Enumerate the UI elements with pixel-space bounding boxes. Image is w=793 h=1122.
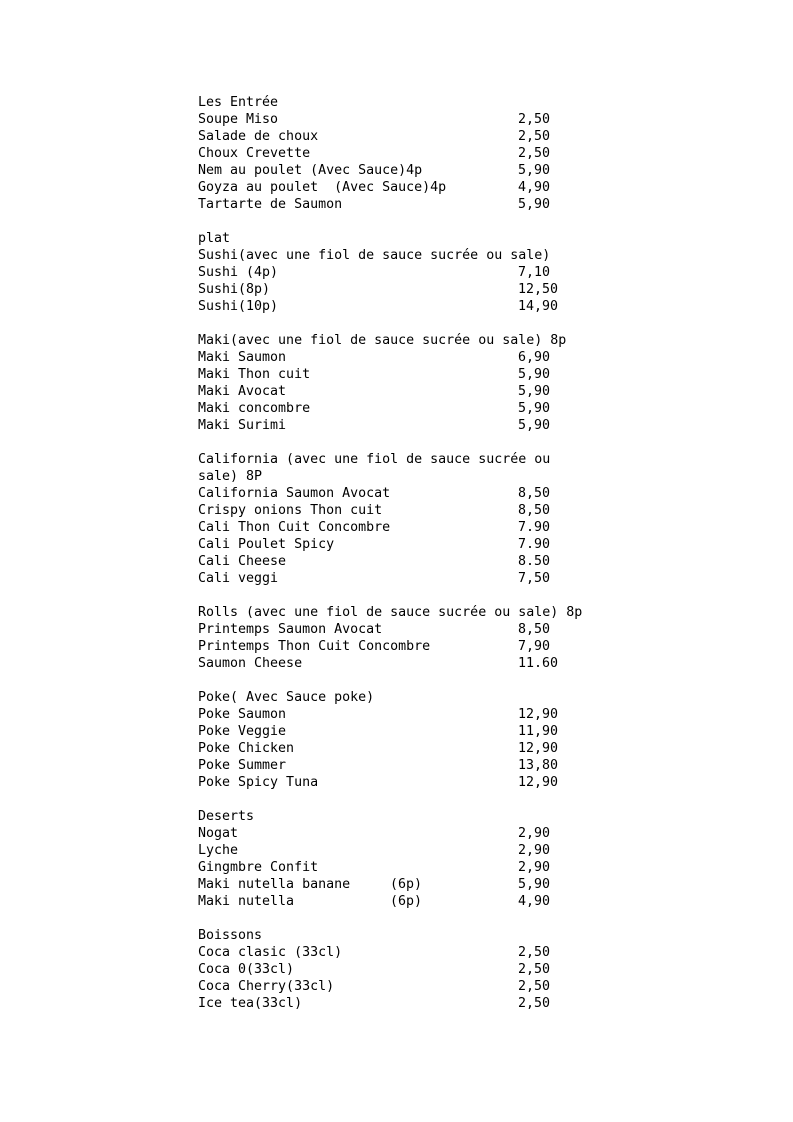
blank-line (198, 791, 758, 808)
item-price: 2,50 (518, 996, 551, 1011)
item-price: 7.90 (518, 520, 551, 535)
section-title: Poke( Avec Sauce poke) (198, 690, 375, 705)
item-price: 7.90 (518, 537, 551, 552)
menu-item (198, 553, 758, 570)
section-title: Maki(avec une fiol de sauce sucrée ou sale) 8p (198, 333, 567, 348)
blank-line (198, 213, 758, 230)
item-price: 14,90 (518, 299, 559, 314)
menu-item (198, 502, 758, 519)
item-name: Saumon Cheese (198, 656, 303, 671)
item-quantity: (6p) (390, 894, 423, 909)
item-quantity: (6p) (390, 877, 423, 892)
item-price: 2,90 (518, 843, 551, 858)
section-title: California (avec une fiol de sauce sucrée ou (198, 452, 551, 467)
item-price: 2,50 (518, 129, 551, 144)
item-name: Choux Crevette (198, 146, 311, 161)
menu-item (198, 519, 758, 536)
menu-item (198, 349, 758, 366)
menu-item (198, 179, 758, 196)
menu-item (198, 485, 758, 502)
item-name: Cali Cheese (198, 554, 287, 569)
section-subtitle: Sushi(avec une fiol de sauce sucrée ou sale) (198, 248, 551, 263)
item-price: 12,90 (518, 707, 559, 722)
menu-item (198, 383, 758, 400)
item-price: 2,50 (518, 146, 551, 161)
menu-item (198, 723, 758, 740)
menu-item (198, 145, 758, 162)
item-price: 13,80 (518, 758, 559, 773)
item-price: 2,50 (518, 112, 551, 127)
item-name: Coca 0(33cl) (198, 962, 295, 977)
item-name: Printemps Thon Cuit Concombre (198, 639, 431, 654)
menu-item (198, 842, 758, 859)
item-name: Coca clasic (33cl) (198, 945, 343, 960)
menu-item (198, 655, 758, 672)
menu-item (198, 128, 758, 145)
item-price: 7,90 (518, 639, 551, 654)
menu-item (198, 825, 758, 842)
item-name: Ice tea(33cl) (198, 996, 303, 1011)
item-name: Poke Spicy Tuna (198, 775, 319, 790)
item-price: 2,50 (518, 962, 551, 977)
blank-line (198, 315, 758, 332)
item-name: Sushi(10p) (198, 299, 279, 314)
item-price: 5,90 (518, 401, 551, 416)
menu-item (198, 706, 758, 723)
item-price: 12,90 (518, 741, 559, 756)
menu-item (198, 893, 758, 910)
item-name: Maki Saumon (198, 350, 287, 365)
section-title: Deserts (198, 809, 255, 824)
item-name: Poke Chicken (198, 741, 295, 756)
item-name: Maki Surimi (198, 418, 287, 433)
blank-line (198, 910, 758, 927)
menu-item (198, 995, 758, 1012)
item-name: Soupe Miso (198, 112, 279, 127)
menu-item (198, 859, 758, 876)
menu-item (198, 757, 758, 774)
menu-item (198, 774, 758, 791)
item-price: 5,90 (518, 418, 551, 433)
item-name: Goyza au poulet (Avec Sauce)4p (198, 180, 447, 195)
item-price: 8,50 (518, 486, 551, 501)
menu-item (198, 366, 758, 383)
item-name: Poke Summer (198, 758, 287, 773)
item-price: 8.50 (518, 554, 551, 569)
section-title: Rolls (avec une fiol de sauce sucrée ou sale) 8p (198, 605, 583, 620)
item-name: Gingmbre Confit (198, 860, 319, 875)
item-price: 12,50 (518, 282, 559, 297)
section-title: Les Entrée (198, 95, 279, 110)
blank-line (198, 587, 758, 604)
item-name: Poke Saumon (198, 707, 287, 722)
item-name: Maki concombre (198, 401, 311, 416)
menu-item (198, 417, 758, 434)
item-price: 2,90 (518, 826, 551, 841)
item-price: 8,50 (518, 622, 551, 637)
item-name: Tartarte de Saumon (198, 197, 343, 212)
item-price: 4,90 (518, 894, 551, 909)
item-price: 7,50 (518, 571, 551, 586)
menu-item (198, 162, 758, 179)
item-name: Lyche (198, 843, 239, 858)
item-name: Nogat (198, 826, 239, 841)
menu-item (198, 536, 758, 553)
item-name: Cali veggi (198, 571, 279, 586)
section-subtitle: sale) 8P (198, 469, 263, 484)
item-name: Maki nutella (198, 894, 295, 909)
menu-text (198, 94, 758, 1012)
menu-item (198, 638, 758, 655)
item-name: Coca Cherry(33cl) (198, 979, 335, 994)
menu-item (198, 621, 758, 638)
item-price: 11.60 (518, 656, 559, 671)
section-title: plat (198, 231, 231, 246)
menu-item (198, 944, 758, 961)
menu-item (198, 111, 758, 128)
item-price: 5,90 (518, 384, 551, 399)
item-price: 2,50 (518, 979, 551, 994)
item-name: Sushi(8p) (198, 282, 271, 297)
item-name: Poke Veggie (198, 724, 287, 739)
item-name: Nem au poulet (Avec Sauce)4p (198, 163, 423, 178)
menu-item (198, 196, 758, 213)
item-price: 11,90 (518, 724, 559, 739)
menu-item (198, 400, 758, 417)
item-price: 7,10 (518, 265, 551, 280)
blank-line (198, 672, 758, 689)
item-price: 12,90 (518, 775, 559, 790)
menu-item (198, 876, 758, 893)
item-name: Printemps Saumon Avocat (198, 622, 383, 637)
item-price: 8,50 (518, 503, 551, 518)
item-price: 2,50 (518, 945, 551, 960)
item-price: 5,90 (518, 163, 551, 178)
item-price: 4,90 (518, 180, 551, 195)
menu-item (198, 298, 758, 315)
menu-item (198, 264, 758, 281)
section-title: Boissons (198, 928, 263, 943)
item-price: 2,90 (518, 860, 551, 875)
item-name: Cali Thon Cuit Concombre (198, 520, 391, 535)
item-price: 6,90 (518, 350, 551, 365)
menu-item (198, 961, 758, 978)
menu-item (198, 740, 758, 757)
item-name: California Saumon Avocat (198, 486, 391, 501)
item-name: Maki Thon cuit (198, 367, 311, 382)
blank-line (198, 434, 758, 451)
item-price: 5,90 (518, 877, 551, 892)
item-name: Cali Poulet Spicy (198, 537, 335, 552)
item-name: Maki Avocat (198, 384, 287, 399)
item-price: 5,90 (518, 367, 551, 382)
menu-item (198, 570, 758, 587)
item-name: Sushi (4p) (198, 265, 279, 280)
menu-item (198, 281, 758, 298)
menu-item (198, 978, 758, 995)
item-name: Salade de choux (198, 129, 319, 144)
item-price: 5,90 (518, 197, 551, 212)
item-name: Maki nutella banane (198, 877, 351, 892)
item-name: Crispy onions Thon cuit (198, 503, 383, 518)
